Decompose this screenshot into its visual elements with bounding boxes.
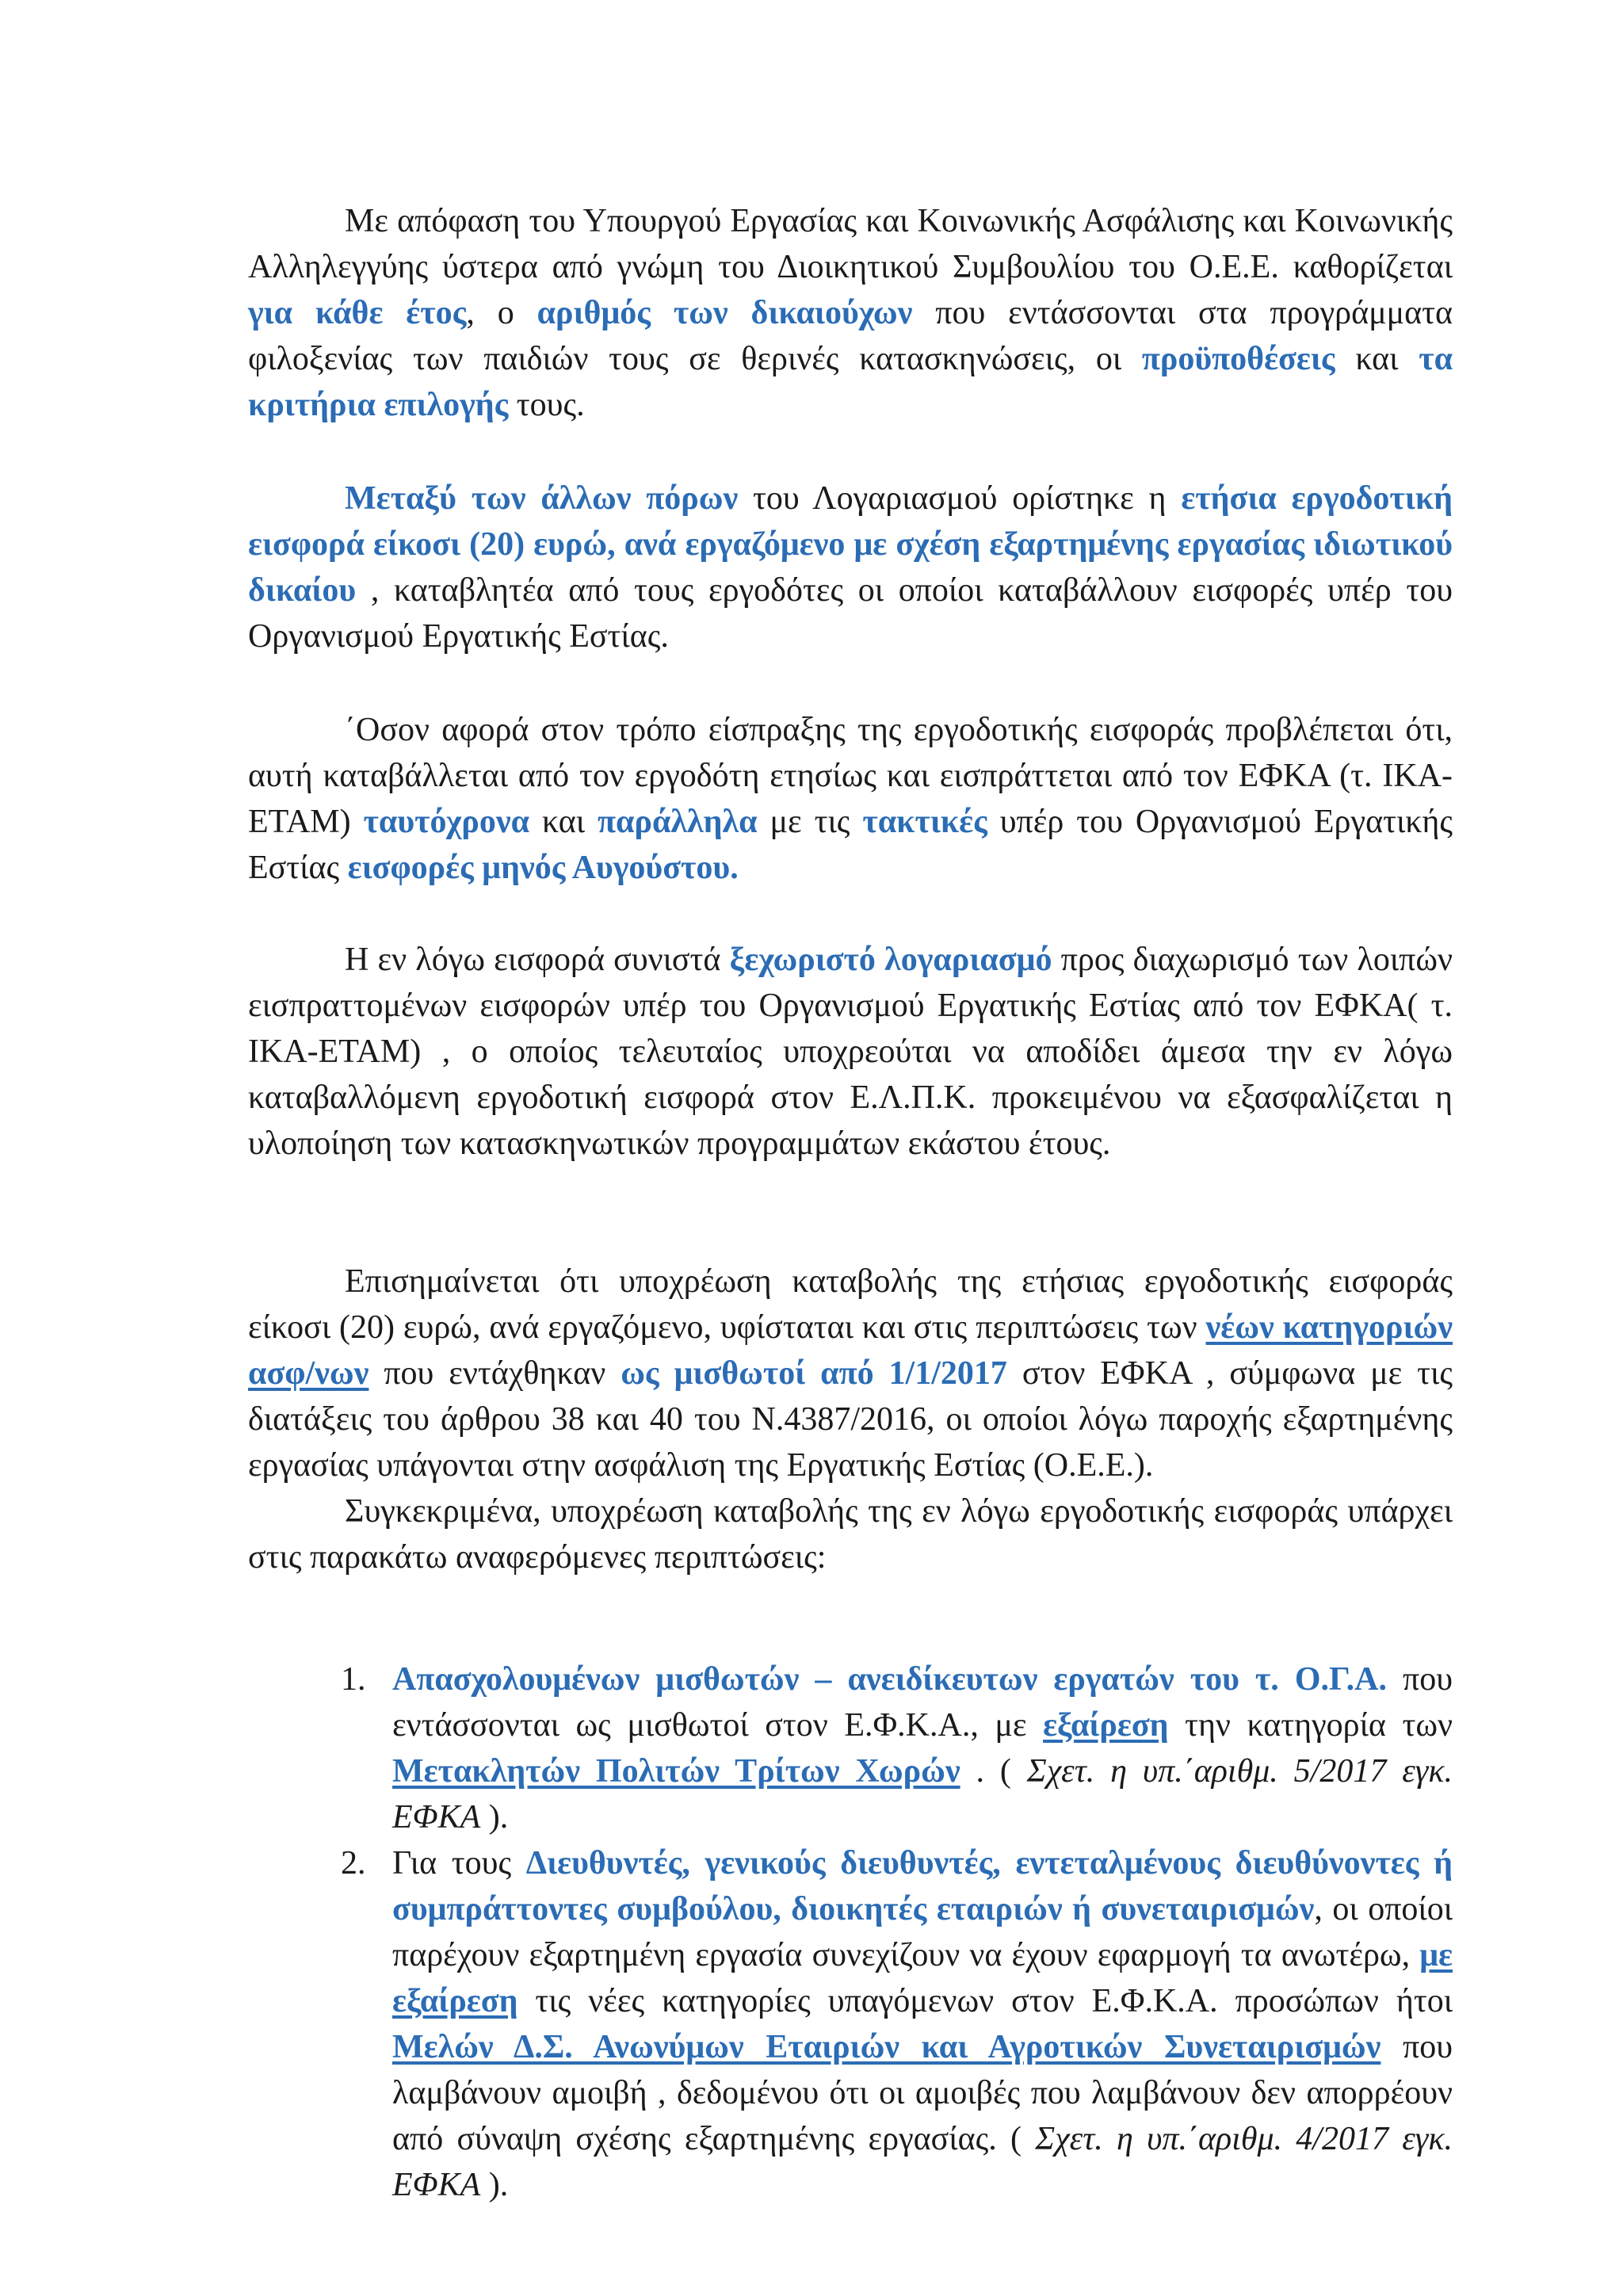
highlight-selection-criteria: τα κριτήρια επιλογής xyxy=(248,341,1453,423)
text-run: , ο xyxy=(466,295,537,331)
paragraph-new-categories xyxy=(248,1259,1453,1488)
highlight-other-resources: Μεταξύ των άλλων πόρων xyxy=(345,480,739,517)
text-run: προς διαχωρισμό των λοιπών εισπραττομένων εισφορών υπέρ του Οργανισμού Εργατικής Εστίας από τον ΕΦΚΑ( τ. ΙΚΑ-ΕΤΑΜ) , ο οποίος τελευταίος υποχρεούται να αποδίδει άμεσα την εν λόγω καταβαλλόμενη εργοδοτική εισφορά στον Ε.Λ.Π.Κ. προκειμένου να εξασφαλίζεται η υλοποίηση των κατασκηνωτικών προγραμμάτων εκάστου έτους. xyxy=(248,942,1453,1162)
text-run: τις νέες κατηγορίες υπαγόμενων στον Ε.Φ.Κ.Α. προσώπων ήτοι xyxy=(517,1983,1453,2019)
highlight-employees-since-2017: ως μισθωτοί από 1/1/2017 xyxy=(621,1355,1007,1392)
paragraph-specifically xyxy=(248,1488,1453,1580)
text-run: Με απόφαση του Υπουργού Εργασίας και Κοινωνικής Ασφάλισης και Κοινωνικής Αλληλεγγύης ύστερα από γνώμη του Διοικητικού Συμβουλίου του Ο.Ε.Ε. καθορίζεται xyxy=(248,203,1453,285)
cases-list xyxy=(341,1656,1453,2208)
text-run: . ( xyxy=(960,1753,1027,1790)
paragraph-camp-programs xyxy=(248,198,1453,428)
paragraph-separate-account xyxy=(248,937,1453,1167)
highlight-simultaneously: ταυτόχρονα xyxy=(363,804,530,840)
text-run: τους. xyxy=(508,387,585,423)
text-run: ). xyxy=(480,2167,509,2203)
highlight-separate-account: ξεχωριστό λογαριασμό xyxy=(729,942,1052,978)
highlight-august-contributions: εισφορές μηνός Αυγούστου. xyxy=(347,850,739,886)
text-run: και xyxy=(529,804,598,840)
highlight-annual-contribution: ετήσια εργοδοτική εισφορά είκοσι (20) ευρώ, ανά εργαζόμενο με σχέση εξαρτημένης εργασίας ιδιωτικού δικαίου xyxy=(248,480,1453,609)
highlight-board-members: Μελών Δ.Σ. Ανωνύμων Εταιριών και Αγροτικών Συνεταιρισμών xyxy=(392,2029,1381,2065)
highlight-directors: Διευθυντές, γενικούς διευθυντές, εντεταλμένους διευθύνοντες ή συμπράττοντες συμβούλου, διοικητές εταιριών ή συνεταιρισμών xyxy=(392,1845,1453,1927)
text-run: που εντάσσονται στα προγράμματα φιλοξενίας των παιδιών τους σε θερινές κατασκηνώσεις, οι xyxy=(248,295,1453,377)
highlight-oga-workers: Απασχολουμένων μισθωτών – ανειδίκευτων εργατών του τ. Ο.Γ.Α. xyxy=(392,1661,1387,1698)
highlight-regular: τακτικές xyxy=(862,804,987,840)
text-run: στον ΕΦΚΑ , σύμφωνα με τις διατάξεις του άρθρου 38 και 40 του Ν.4387/2016, οι οποίοι λόγω παροχής εξαρτημένης εργασίας υπάγονται στην ασφάλιση της Εργατικής Εστίας (Ο.Ε.Ε.). xyxy=(248,1355,1453,1484)
highlight-in-parallel: παράλληλα xyxy=(598,804,758,840)
text-run: που λαμβάνουν αμοιβή , δεδομένου ότι οι αμοιβές που λαμβάνουν δεν απορρέουν από σύναψη σχέσης εξαρτημένης εργασίας. ( xyxy=(392,2029,1453,2157)
paragraph-collection-method xyxy=(248,707,1453,891)
highlight-new-insured-categories: νέων κατηγοριών ασφ/νων xyxy=(248,1309,1453,1392)
highlight-exception: εξαίρεση xyxy=(1043,1707,1169,1744)
text-run: Η εν λόγω εισφορά συνιστά xyxy=(345,942,730,978)
text-run: του Λογαριασμού ορίστηκε η xyxy=(738,480,1182,517)
highlight-every-year: για κάθε έτος xyxy=(248,295,467,331)
text-run: και xyxy=(1335,341,1419,377)
text-run: , οι οποίοι παρέχουν εξαρτημένη εργασία συνεχίζουν να έχουν εφαρμογή τα ανωτέρω, xyxy=(392,1891,1453,1973)
text-run: Για τους xyxy=(392,1845,526,1881)
list-number: 1. xyxy=(341,1661,366,1698)
text-run: που εντάχθηκαν xyxy=(369,1355,621,1392)
highlight-prerequisites: προϋποθέσεις xyxy=(1141,341,1335,377)
text-run: ). xyxy=(480,1799,509,1836)
circular-reference: Σχετ. η υπ.΄αριθμ. 4/2017 εγκ. ΕΦΚΑ xyxy=(392,2121,1453,2203)
paragraph-employer-contribution xyxy=(248,476,1453,659)
text-run: με τις xyxy=(757,804,863,840)
text-run: ΄Οσον αφορά στον τρόπο είσπραξης της εργοδοτικής εισφοράς προβλέπεται ότι, αυτή καταβάλλεται από τον εργοδότη ετησίως και εισπράττεται από τον ΕΦΚΑ (τ. ΙΚΑ-ΕΤΑΜ) xyxy=(248,712,1453,840)
text-run: Επισημαίνεται ότι υποχρέωση καταβολής της ετήσιας εργοδοτικής εισφοράς είκοσι (20) ευρώ, ανά εργαζόμενο, υφίσταται και στις περιπτώσεις των xyxy=(248,1263,1453,1346)
list-item xyxy=(341,1656,1453,1840)
text-run: , καταβλητέα από τους εργοδότες οι οποίοι καταβάλλουν εισφορές υπέρ του Οργανισμού Εργατικής Εστίας. xyxy=(248,572,1453,655)
circular-reference: Σχετ. η υπ.΄αριθμ. 5/2017 εγκ. ΕΦΚΑ xyxy=(392,1753,1453,1836)
highlight-with-exception: με εξαίρεση xyxy=(392,1937,1453,2019)
list-item xyxy=(341,1840,1453,2208)
highlight-number-of-beneficiaries: αριθμός των δικαιούχων xyxy=(537,295,913,331)
text-run: Συγκεκριμένα, υποχρέωση καταβολής της εν λόγω εργοδοτικής εισφοράς υπάρχει στις παρακάτω αναφερόμενες περιπτώσεις: xyxy=(248,1493,1453,1576)
list-number: 2. xyxy=(341,1845,366,1881)
text-run: υπέρ του Οργανισμού Εργατικής Εστίας xyxy=(248,804,1453,886)
text-run: την κατηγορία των xyxy=(1168,1707,1453,1744)
highlight-third-country-nationals: Μετακλητών Πολιτών Τρίτων Χωρών xyxy=(392,1753,960,1790)
text-run: που εντάσσονται ως μισθωτοί στον Ε.Φ.Κ.Α., με xyxy=(392,1661,1453,1744)
